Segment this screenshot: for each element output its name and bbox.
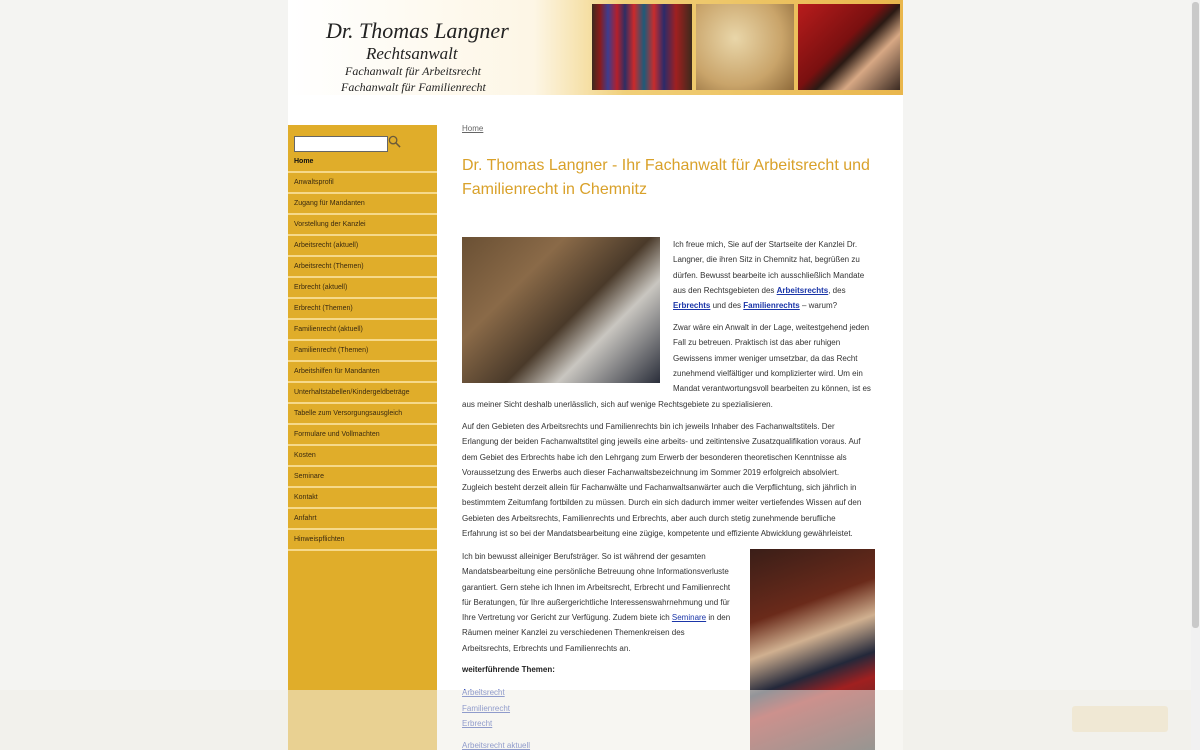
text-line: garantiert. Gern stehe ich Ihnen im Arbeitsrecht, Erbrecht und Familienrecht bbox=[462, 582, 731, 592]
sidebar-item[interactable]: Arbeitsrecht (aktuell) bbox=[288, 236, 437, 257]
sidebar-item[interactable]: Erbrecht (aktuell) bbox=[288, 278, 437, 299]
link-erbrechts[interactable]: Erbrechts bbox=[673, 301, 711, 311]
sidebar-item[interactable]: Zugang für Mandanten bbox=[288, 194, 437, 215]
header-specialty-1: Fachanwalt für Arbeitsrecht bbox=[345, 64, 481, 78]
intro-line: Erbrechts und des Familienrechts – warum? bbox=[673, 301, 838, 311]
sidebar-item[interactable]: Kosten bbox=[288, 446, 437, 467]
breadcrumb-home[interactable]: Home bbox=[462, 124, 484, 133]
text-line: Zwar wäre ein Anwalt in der Lage, weitestgehend jeden bbox=[673, 323, 870, 332]
search-input[interactable] bbox=[294, 136, 388, 152]
lawyer-consultation-photo bbox=[462, 237, 660, 383]
cookie-accept-button[interactable] bbox=[1072, 706, 1168, 732]
intro-line: Langner, die ihren Sitz in Chemnitz hat, begrüßen zu bbox=[673, 255, 860, 265]
text-line: Räumen meiner Kanzlei zu verschiedenen Themenkreisen des bbox=[462, 628, 685, 638]
sidebar-item[interactable]: Formulare und Vollmachten bbox=[288, 425, 437, 446]
page-title-line-1: Dr. Thomas Langner - Ihr Fachanwalt für Arbeitsrecht und bbox=[462, 157, 870, 174]
text-line: Arbeitsrechts, Erbrechts und Familienrechts an. bbox=[462, 643, 631, 653]
sidebar-item[interactable]: Seminare bbox=[288, 467, 437, 488]
sidebar-item[interactable]: Erbrecht (Themen) bbox=[288, 299, 437, 320]
text-line: zunehmend vielfältiger und komplizierter wird. Um ein bbox=[673, 368, 863, 378]
intro-line: aus den Rechtsgebieten des Arbeitsrechts, des bbox=[673, 285, 846, 295]
sidebar-item[interactable]: Kontakt bbox=[288, 488, 437, 509]
intro-line: dürfen. Bewusst bearbeite ich ausschließlich Mandate bbox=[673, 270, 865, 280]
header-name: Dr. Thomas Langner bbox=[326, 18, 509, 43]
text-line: aus meiner Sicht deshalb unerlässlich, sich auf wenige Rechtsgebiete zu spezialisieren. bbox=[462, 400, 773, 409]
text-line: Zugleich besteht derzeit allein für Fachanwälte und Fachanwaltsanwärter auch die Verpflichtung, sich jährlich in bbox=[462, 483, 857, 493]
text-line: Ich bin bewusst alleiniger Berufsträger. So ist während der gesamten bbox=[462, 552, 706, 561]
header-paper-image bbox=[696, 4, 794, 90]
site-header bbox=[288, 0, 903, 95]
text-line: Gebieten des Arbeitsrechts, Familienrechts und Erbrechts, aber auch durch stetig zunehmende berufliche bbox=[462, 513, 836, 523]
text-line: Erfahrung ist so bei der Mandatsbearbeitung eine zügige, kompetente und effiziente Abwicklung gewährleistet. bbox=[462, 529, 853, 539]
sidebar-item[interactable]: Arbeitshilfen für Mandanten bbox=[288, 362, 437, 383]
sidebar-item[interactable]: Unterhaltstabellen/Kindergeldbeträge bbox=[288, 383, 437, 404]
sidebar-item[interactable]: Familienrecht (Themen) bbox=[288, 341, 437, 362]
header-books-image bbox=[592, 4, 692, 90]
text-line: Gewissens immer weniger umsetzbar, da das Recht bbox=[673, 353, 858, 363]
paragraph-2 bbox=[673, 320, 883, 396]
search-icon[interactable] bbox=[388, 135, 401, 148]
sidebar-item[interactable]: Familienrecht (aktuell) bbox=[288, 320, 437, 341]
link-familienrechts[interactable]: Familienrechts bbox=[743, 301, 800, 311]
sidebar-item[interactable]: Arbeitsrecht (Themen) bbox=[288, 257, 437, 278]
sidebar bbox=[288, 125, 437, 750]
text-line: für Beratungen, für Ihre außergerichtliche Interessenswahrnehmung und für bbox=[462, 597, 730, 607]
sidebar-item[interactable]: Vorstellung der Kanzlei bbox=[288, 215, 437, 236]
scrollbar-thumb[interactable] bbox=[1192, 2, 1199, 628]
text-line: Auf den Gebieten des Arbeitsrechts und Familienrechts bin ich jeweils Inhaber des Fachanwaltstitels. Der bbox=[462, 422, 835, 431]
paragraph-3 bbox=[462, 419, 882, 541]
text-line: Fall zu betreuen. Praktisch ist das aber ruhigen bbox=[673, 338, 841, 348]
text-line: Mandatsbearbeitung eine persönliche Betreuung ohne Informationsverluste bbox=[462, 567, 729, 577]
themes-heading: weiterführende Themen: bbox=[462, 665, 555, 674]
text-line: Ihre Vertretung vor Gericht zur Verfügung. Zudem biete ich Seminare in den bbox=[462, 613, 731, 623]
intro-paragraph bbox=[673, 237, 878, 313]
link-arbeitsrechts[interactable]: Arbeitsrechts bbox=[776, 285, 829, 295]
page-title bbox=[462, 154, 882, 202]
link-seminare[interactable]: Seminare bbox=[671, 613, 707, 623]
cookie-banner bbox=[0, 690, 1191, 750]
text-line: Mandat verantwortungsvoll bearbeiten zu können, ist es bbox=[673, 384, 871, 394]
header-hand-image bbox=[798, 4, 900, 90]
sidebar-item[interactable]: Tabelle zum Versorgungsausgleich bbox=[288, 404, 437, 425]
paragraph-4 bbox=[462, 549, 747, 656]
text-line: bestimmtem Zeitumfang fortbilden zu müssen. Durch ein sich dadurch immer weiter vertiefendes Wissen auf den bbox=[462, 498, 862, 508]
intro-line: Ich freue mich, Sie auf der Startseite der Kanzlei Dr. bbox=[673, 240, 858, 249]
text-line: dem Gebiet des Erbrechts habe ich den Lehrgang zum Erwerb der besonderen theoretischen Kenntnisse als bbox=[462, 452, 847, 462]
text-line: Erlangung der beiden Fachanwaltstitel ging jeweils eine arbeits- und zeitintensive Zusatzqualifikation voraus. Auf bbox=[462, 437, 861, 447]
sidebar-item[interactable]: Anfahrt bbox=[288, 509, 437, 530]
header-specialty-2: Fachanwalt für Familienrecht bbox=[341, 80, 486, 94]
sidebar-item[interactable]: Hinweispflichten bbox=[288, 530, 437, 551]
sidebar-item[interactable]: Home bbox=[288, 152, 437, 173]
page-title-line-2: Familienrecht in Chemnitz bbox=[462, 181, 647, 198]
sidebar-item[interactable]: Anwaltsprofil bbox=[288, 173, 437, 194]
header-role: Rechtsanwalt bbox=[366, 44, 458, 63]
main-nav bbox=[288, 152, 437, 551]
text-line: Voraussetzung des Erwerbs auch dieser Fachanwaltsbezeichnung im Sommer 2019 erfolgreich absolviert. bbox=[462, 467, 840, 477]
